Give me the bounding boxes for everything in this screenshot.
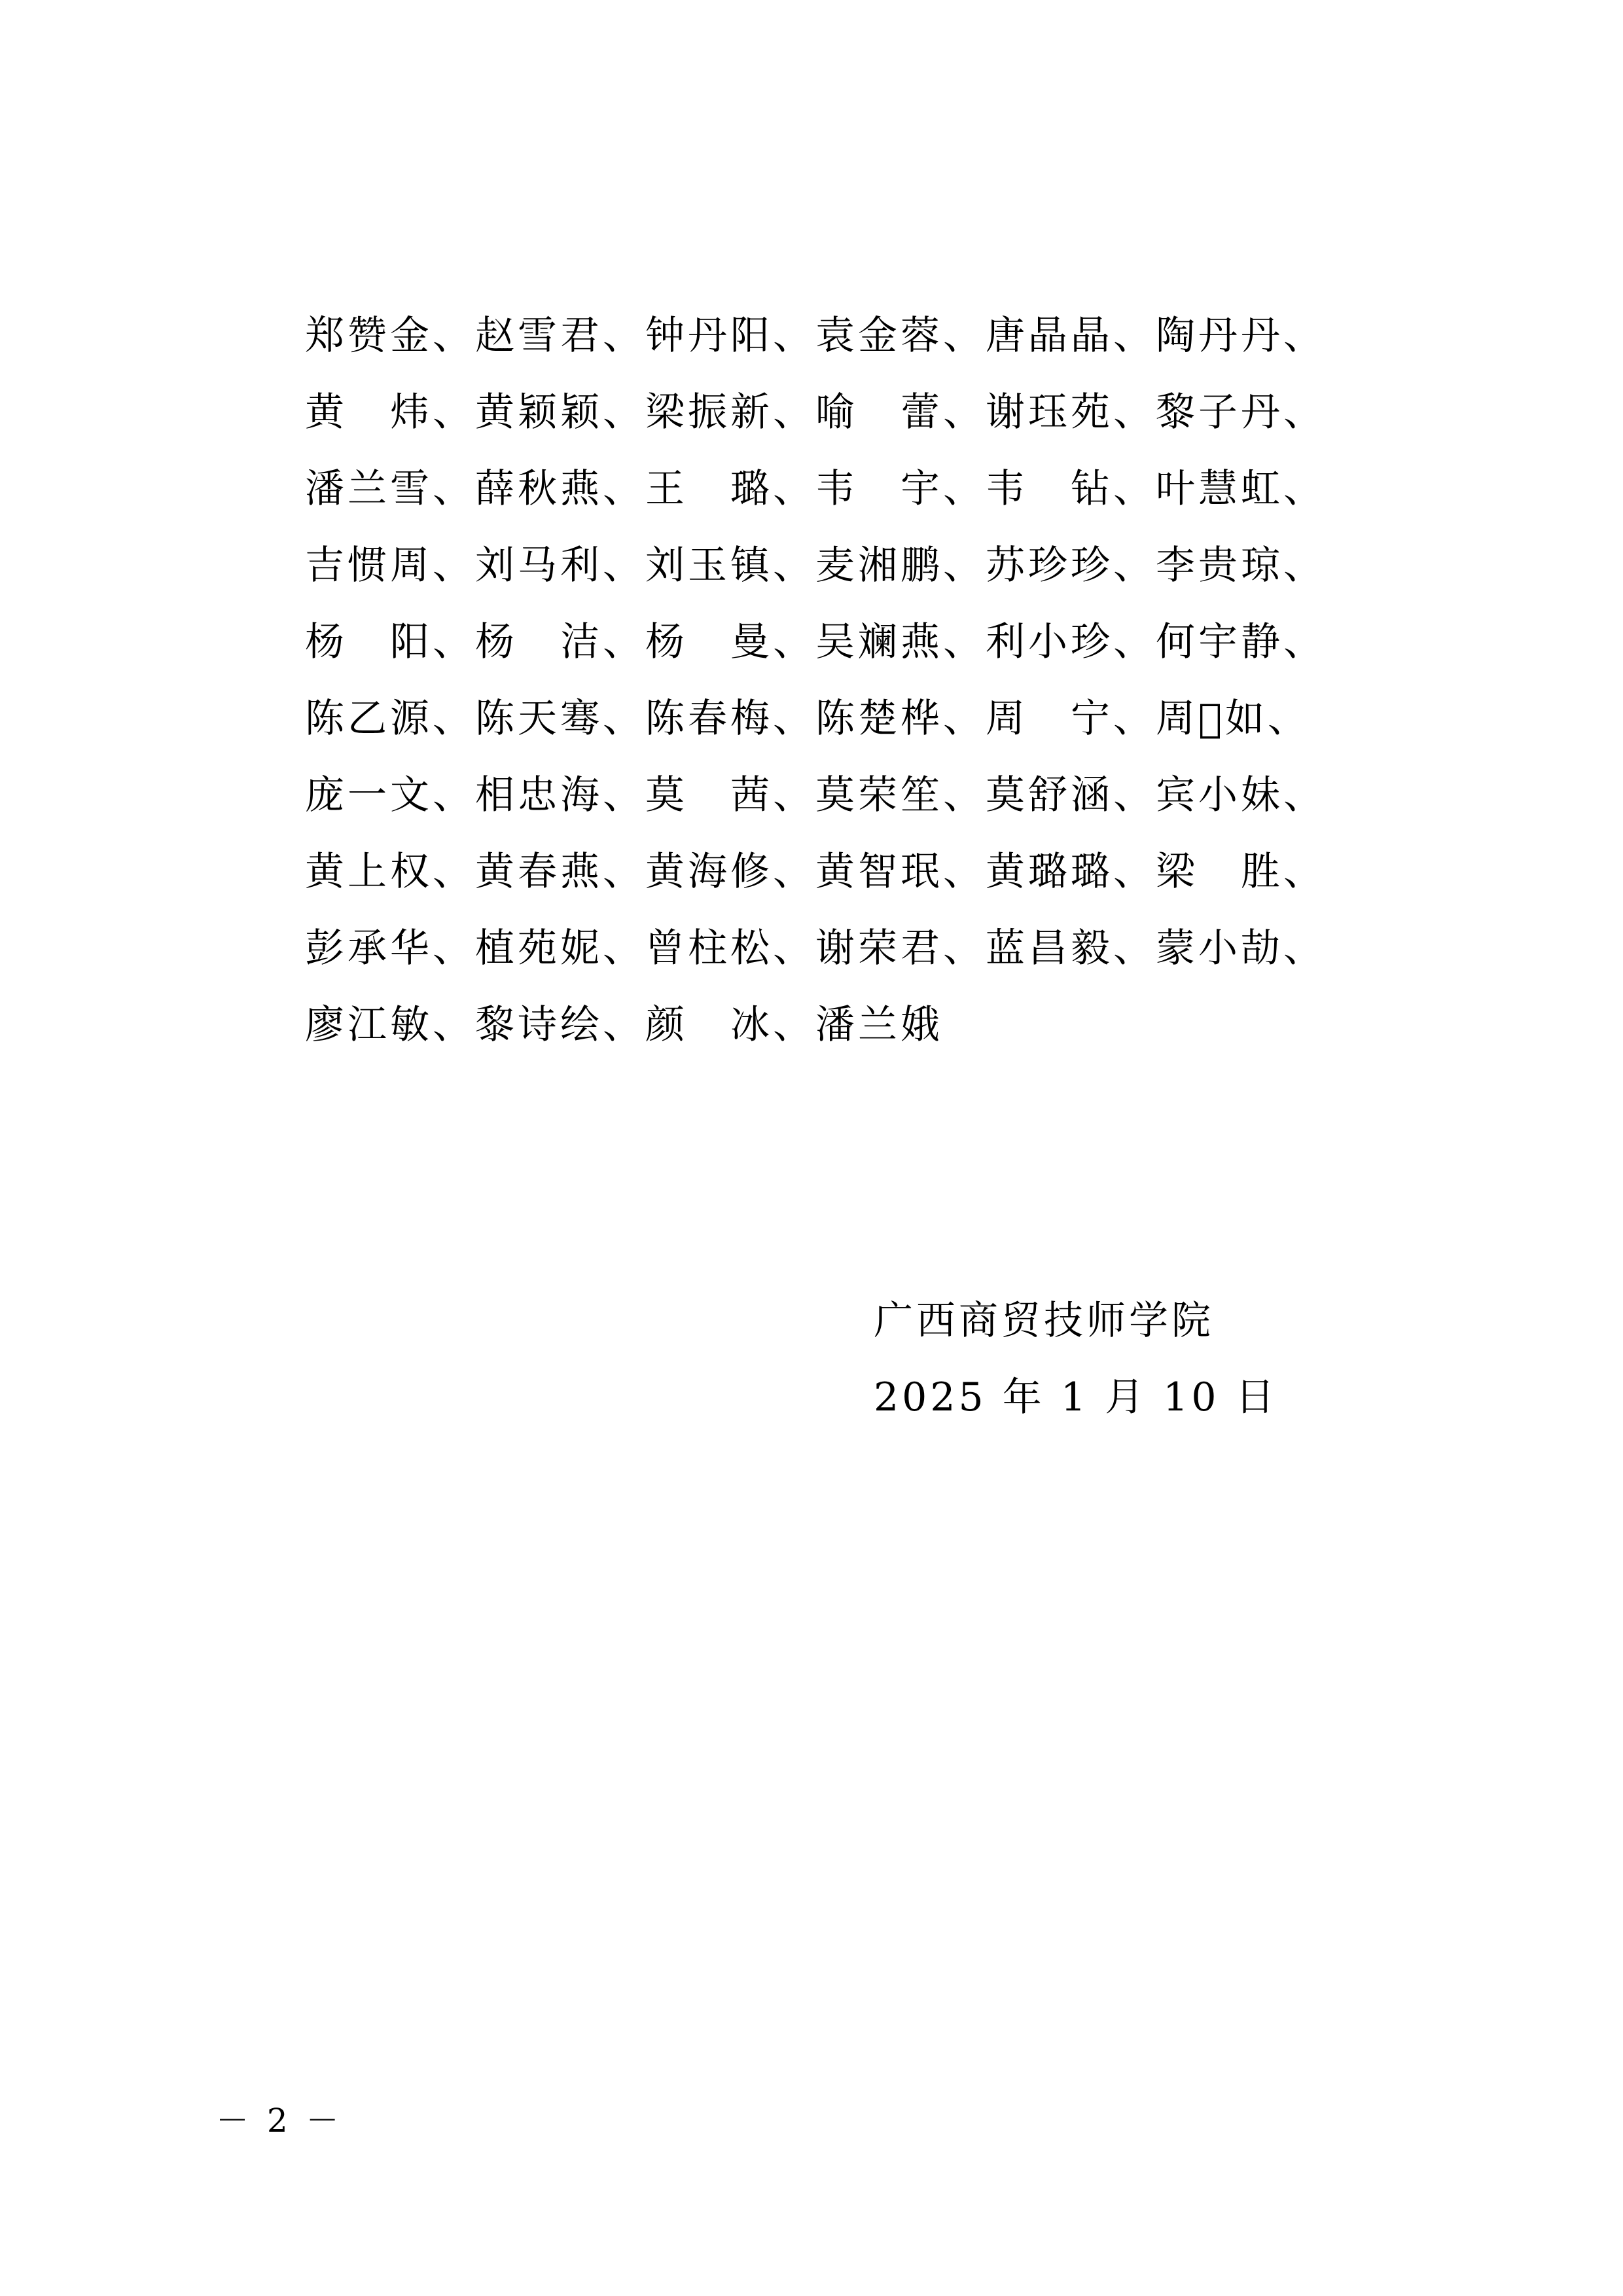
names-line-9: 彭承华、植苑妮、曾柱松、谢荣君、蓝昌毅、蒙小劼、 bbox=[305, 925, 1326, 971]
issuer-name: 广西商贸技师学院 bbox=[874, 1298, 1214, 1344]
names-line-3: 潘兰雪、薛秋燕、王 璐、韦 宇、韦 钻、叶慧虹、 bbox=[305, 466, 1326, 512]
names-line-4: 吉惯周、刘马利、刘玉镇、麦湘鹏、苏珍珍、李贵琼、 bbox=[305, 543, 1326, 588]
names-line-1: 郑赞金、赵雪君、钟丹阳、袁金蓉、唐晶晶、陶丹丹、 bbox=[305, 313, 1326, 359]
names-line-5: 杨 阳、杨 洁、杨 曼、吴斓燕、利小珍、何宇静、 bbox=[305, 619, 1326, 665]
names-list bbox=[305, 298, 1352, 1064]
names-line-6: 陈乙源、陈天骞、陈春梅、陈楚桦、周 宁、周𫍪如、 bbox=[305, 696, 1311, 742]
issue-date: 2025 年 1 月 10 日 bbox=[874, 1374, 1278, 1420]
page-number: － 2 － bbox=[216, 2102, 343, 2140]
names-line-2: 黄 炜、黄颖颖、梁振新、喻 蕾、谢珏苑、黎子丹、 bbox=[305, 389, 1326, 435]
names-line-8: 黄上权、黄春燕、黄海修、黄智珉、黄璐璐、梁 胜、 bbox=[305, 849, 1326, 895]
signature-block bbox=[874, 1283, 1332, 1436]
names-line-7: 庞一文、相忠海、莫 茜、莫荣笙、莫舒涵、宾小妹、 bbox=[305, 772, 1326, 818]
names-line-10: 廖江敏、黎诗绘、颜 冰、潘兰娥 bbox=[305, 1002, 943, 1048]
